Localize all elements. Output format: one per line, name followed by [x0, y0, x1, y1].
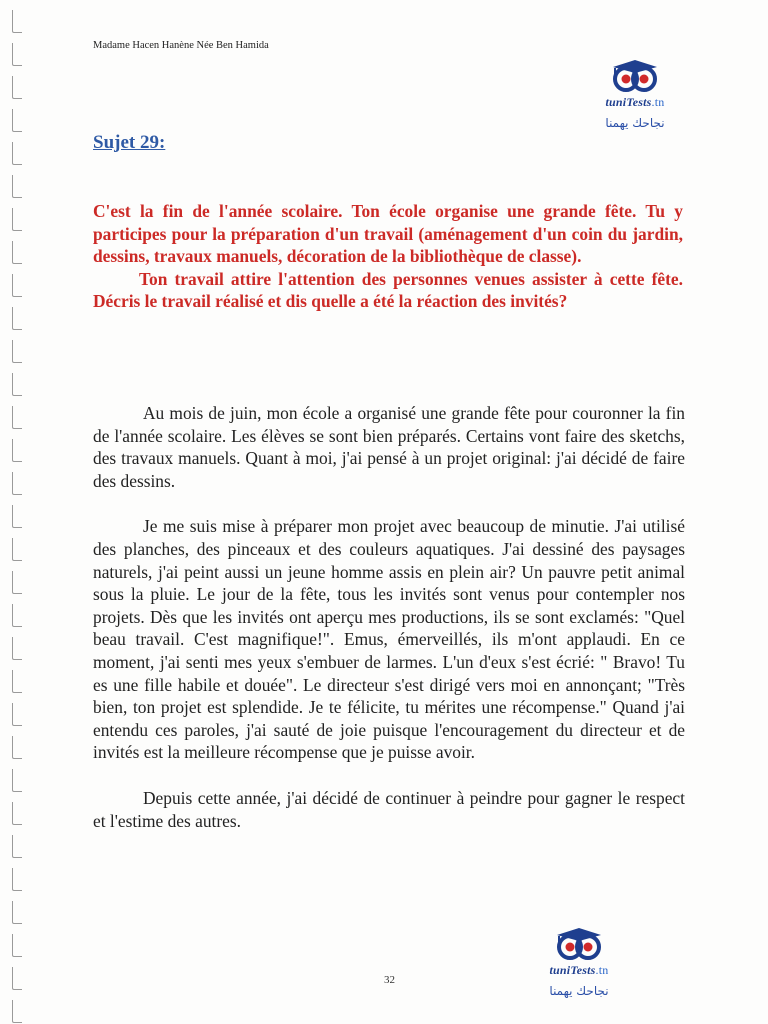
brand-name: tuniTests [605, 95, 652, 109]
binding-mark [12, 736, 22, 759]
graduation-cap-icon [549, 926, 609, 962]
binding-mark [12, 109, 22, 132]
binding-mark [12, 142, 22, 165]
binding-mark [12, 604, 22, 627]
binding-mark [12, 637, 22, 660]
graduation-cap-icon [605, 58, 665, 94]
tunitests-logo-top [590, 58, 680, 130]
binding-mark [12, 307, 22, 330]
prompt-paragraph-2: Ton travail attire l'attention des personnes venues assister à cette fête. Décris le travail réalisé et dis quelle a été la réaction des invités? [93, 268, 683, 312]
brand-name: tuniTests [549, 963, 596, 977]
binding-mark [12, 10, 22, 33]
binding-mark [12, 538, 22, 561]
binding-mark [12, 1000, 22, 1023]
essay-prompt [93, 200, 683, 313]
essay-paragraph: Au mois de juin, mon école a organisé une grande fête pour couronner la fin de l'année scolaire. Les élèves se sont bien préparés. Certains vont faire des sketchs, des travaux manuels. Quant à moi, j'ai pensé à un projet original: j'ai décidé de faire des dessins. [93, 403, 685, 491]
binding-mark [12, 340, 22, 363]
essay-body [93, 402, 685, 855]
binding-mark [12, 505, 22, 528]
prompt-paragraph-1: C'est la fin de l'année scolaire. Ton école organise une grande fête. Tu y participes pour la préparation d'un travail (aménagement d'un coin du jardin, dessins, travaux manuels, décoration de la bibliothèque de classe). [93, 201, 683, 267]
binding-mark [12, 934, 22, 957]
binding-mark [12, 175, 22, 198]
binding-mark [12, 208, 22, 231]
binding-mark [12, 241, 22, 264]
binding-mark [12, 802, 22, 825]
binding-mark [12, 670, 22, 693]
binding-marks [12, 0, 28, 1024]
brand-suffix: .tn [651, 95, 665, 109]
essay-paragraph: Depuis cette année, j'ai décidé de continuer à peindre pour gagner le respect et l'estime des autres. [93, 787, 685, 831]
binding-mark [12, 43, 22, 66]
binding-mark [12, 868, 22, 891]
essay-paragraph: Je me suis mise à préparer mon projet avec beaucoup de minutie. J'ai utilisé des planches, des pinceaux et des couleurs aquatiques. J'ai dessiné des paysages naturels, j'ai peint aussi un jeune homme assis en plein air? Un pauvre petit animal sous la pluie. Le jour de la fête, tous les invités sont venus pour contempler nos projets. Dès que les invités ont aperçu mes productions, ils se sont exclamés: "Quel beau travail. C'est magnifique!". Emus, émerveillés, ils m'ont applaudi. En ce moment, j'ai senti mes yeux s'embuer de larmes. L'un d'eux s'est écrié: " Bravo! Tu es une fille habile et douée". Le directeur s'est dirigé vers moi en annonçant; "Très bien, ton projet est splendide. Je te félicite, tu mérites une récompense." Quand j'ai entendu ces paroles, j'ai sauté de joie puisque l'encouragement du directeur et de invités est la meilleure récompense que je puisse avoir. [93, 516, 685, 763]
binding-mark [12, 472, 22, 495]
tunitests-logo-bottom [534, 926, 624, 998]
binding-mark [12, 439, 22, 462]
binding-mark [12, 76, 22, 99]
page-number: 32 [384, 974, 395, 986]
brand-tagline: نجاحك يهمنا [549, 984, 609, 998]
binding-mark [12, 274, 22, 297]
author-header: Madame Hacen Hanène Née Ben Hamida [93, 40, 269, 51]
brand-suffix: .tn [595, 963, 609, 977]
binding-mark [12, 967, 22, 990]
binding-mark [12, 373, 22, 396]
brand-tagline: نجاحك يهمنا [605, 116, 665, 130]
binding-mark [12, 901, 22, 924]
binding-mark [12, 769, 22, 792]
subject-title: Sujet 29: [93, 132, 166, 153]
binding-mark [12, 703, 22, 726]
binding-mark [12, 835, 22, 858]
binding-mark [12, 571, 22, 594]
binding-mark [12, 406, 22, 429]
